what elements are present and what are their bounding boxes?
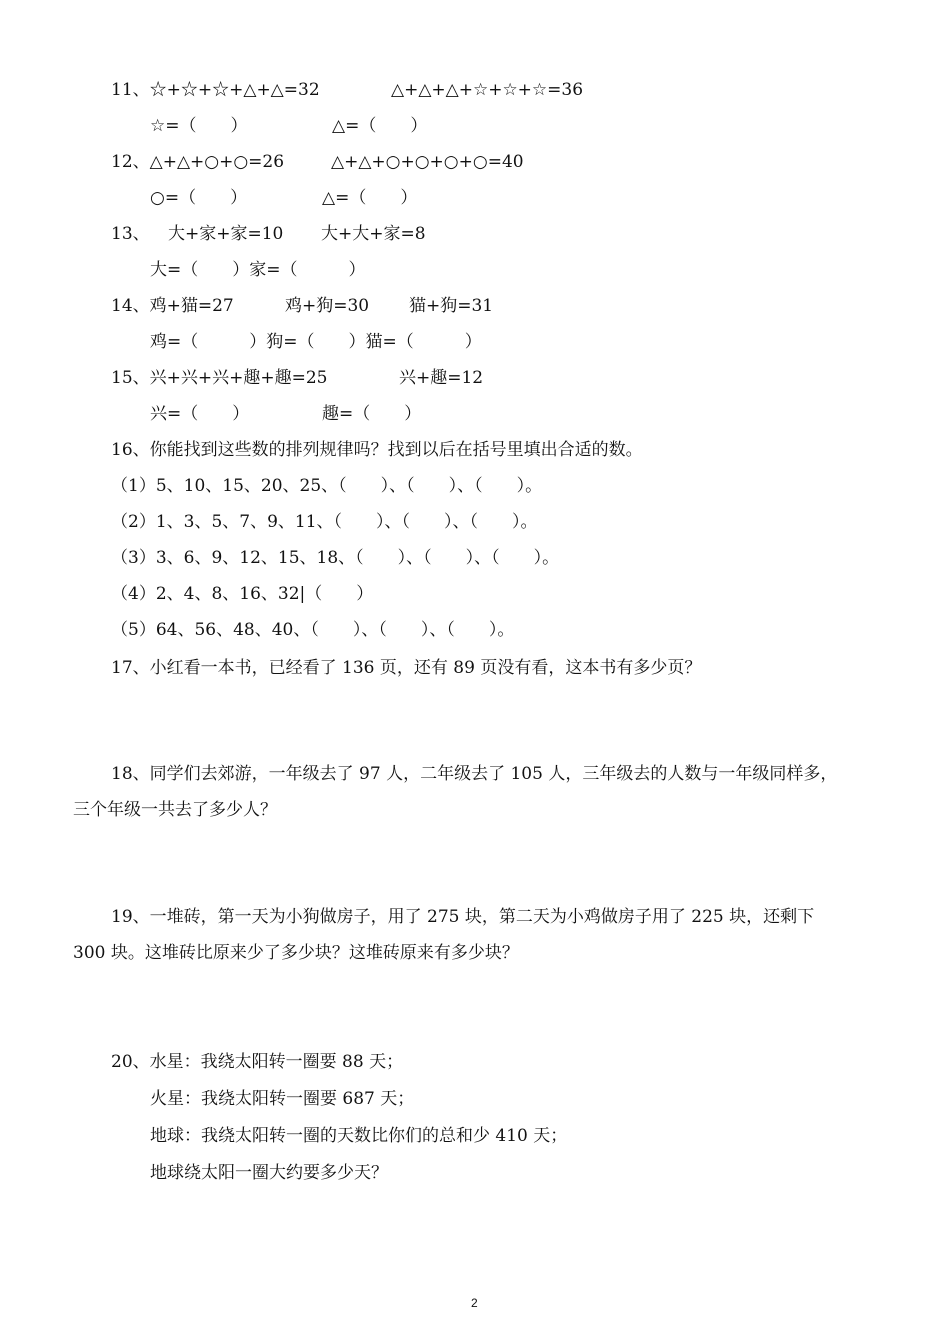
- page-number: 2: [471, 1296, 478, 1310]
- q15-answer-qu: 趣=（ ）: [322, 404, 422, 424]
- q16-sequence-1: （1）5、10、15、20、25、（ ）、（ ）、（ ）。: [111, 476, 543, 496]
- q20-mars-line: 火星：我绕太阳转一圈要 687 天；: [150, 1089, 415, 1109]
- q15-equation-1: 15、兴+兴+兴+趣+趣=25: [111, 368, 328, 388]
- q11-equation-1: 11、☆+☆+☆+△+△=32: [111, 80, 320, 100]
- q14-equation-1: 14、鸡+猫=27: [111, 296, 234, 316]
- q16-sequence-3: （3）3、6、9、12、15、18、（ ）、（ ）、（ ）。: [111, 548, 560, 568]
- q13-equation-2: 大+大+家=8: [321, 224, 426, 244]
- q14-equation-2: 鸡+狗=30: [285, 296, 370, 316]
- q15-equation-2: 兴+趣=12: [399, 368, 484, 388]
- q12-equation-1: 12、△+△+○+○=26: [111, 152, 285, 172]
- q12-answer-circle: ○=（ ）: [150, 188, 248, 208]
- q15-answer-xing: 兴=（ ）: [150, 404, 250, 424]
- q16-sequence-4: （4）2、4、8、16、32|（ ）: [111, 584, 374, 604]
- q20-mercury-line: 20、水星：我绕太阳转一圈要 88 天；: [111, 1052, 404, 1072]
- q16-sequence-5: （5）64、56、48、40、（ ）、（ ）、（ ）。: [111, 620, 515, 640]
- q11-answer-triangle: △=（ ）: [332, 116, 428, 136]
- q20-earth-line: 地球：我绕太阳转一圈的天数比你们的总和少 410 天；: [150, 1126, 568, 1146]
- q16-sequence-2: （2）1、3、5、7、9、11、（ ）、（ ）、（ ）。: [111, 512, 538, 532]
- q11-equation-2: △+△+△+☆+☆+☆=36: [391, 80, 584, 100]
- q19-question-line-2: 300 块。这堆砖比原来少了多少块？这堆砖原来有多少块？: [73, 943, 519, 963]
- q13-number: 13、: [111, 224, 150, 244]
- q14-answers: 鸡=（ ）狗=（ ）猫=（ ）: [150, 332, 482, 352]
- q14-equation-3: 猫+狗=31: [409, 296, 494, 316]
- q18-question-line-1: 18、同学们去郊游，一年级去了 97 人，二年级去了 105 人，三年级去的人数与一年级同样多，: [111, 764, 838, 784]
- q20-question: 地球绕太阳一圈大约要多少天？: [150, 1163, 388, 1183]
- q18-question-line-2: 三个年级一共去了多少人？: [73, 800, 277, 820]
- q19-question-line-1: 19、一堆砖，第一天为小狗做房子，用了 275 块，第二天为小鸡做房子用了 225 块，还剩下: [111, 907, 815, 927]
- q16-prompt: 16、你能找到这些数的排列规律吗？找到以后在括号里填出合适的数。: [111, 440, 643, 460]
- q11-answer-star: ☆=（ ）: [150, 116, 248, 136]
- q12-equation-2: △+△+○+○+○+○=40: [331, 152, 524, 172]
- q17-question: 17、小红看一本书，已经看了 136 页，还有 89 页没有看，这本书有多少页？: [111, 658, 702, 678]
- q12-answer-triangle: △=（ ）: [322, 188, 418, 208]
- q13-answers: 大=（ ）家=（ ）: [150, 260, 366, 280]
- q13-equation-1: 大+家+家=10: [168, 224, 284, 244]
